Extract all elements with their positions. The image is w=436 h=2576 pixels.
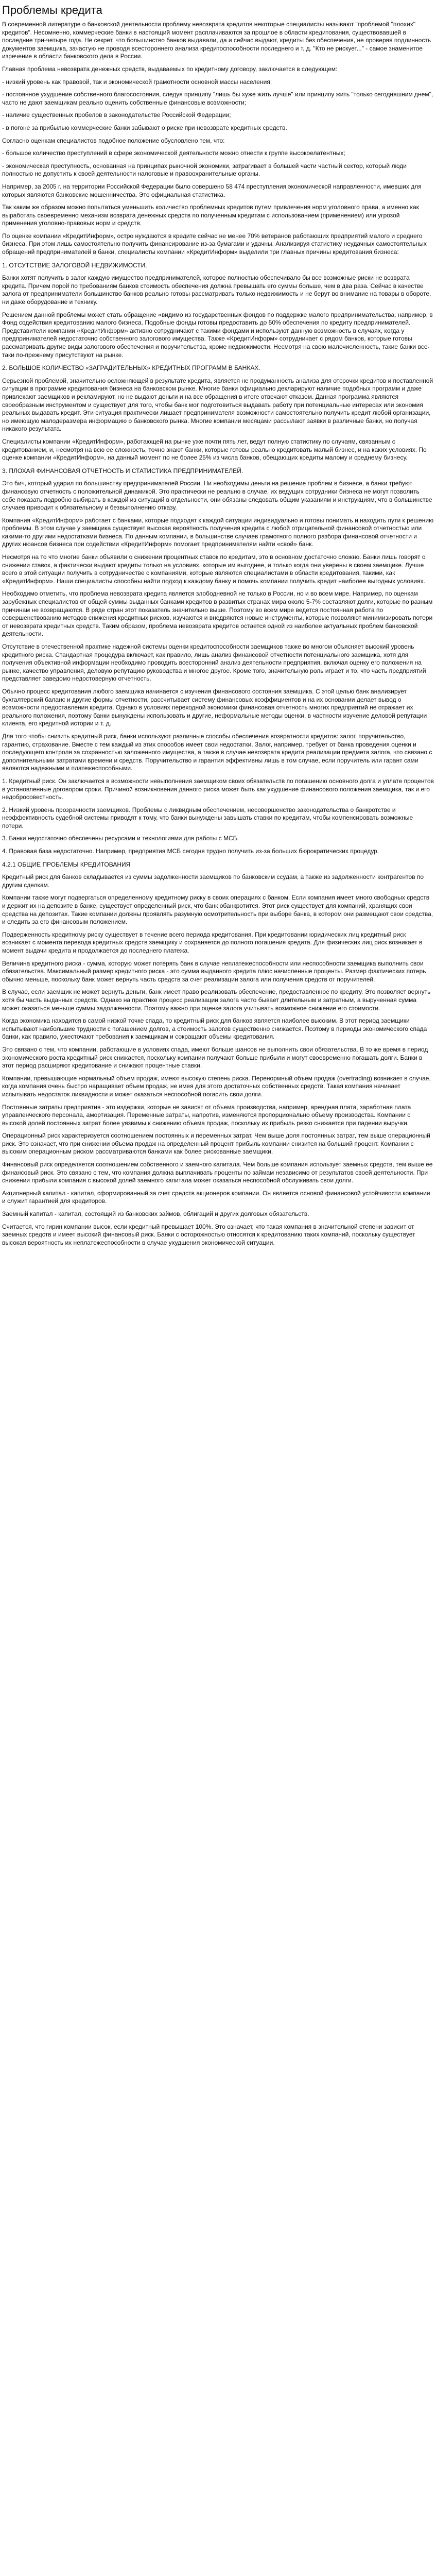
paragraph: Специалисты компании «КредитИнформ», работающей на рынке уже почти пять лет, ведут полную статистику по случаям, связанным с кредитованием, и, несмотря на всю ее сложность, точно знают банки, которые готовы реально кредитовать малый бизнес, и на каких условиях. По оценке компании «КредитИнформ», на данный момент по не более 25% из числа банков, обещающих кредиты малому и среднему бизнесу. (2, 437, 429, 462)
paragraph: Финансовый риск определяется соотношением собственного и заемного капитала. Чем больше компания использует заемных средств, тем выше ее финансовый риск. Это связано с тем, что компания должна выплачивать проценты по займам независимо от результатов своей деятельности. При снижении прибыли компания с высокой долей заемного капитала может оказаться неспособной обслуживать свои долги. (2, 1161, 434, 1184)
paragraph: - большое количество преступлений в сфере экономической деятельности можно отнести к группе высокоелатентных; (2, 149, 345, 157)
paragraph: Когда экономика находится в самой низкой точке спада, то кредитный риск для банков является наиболее высоким. В этот период заемщики испытывают наибольшие трудности с погашением долгов, а стоимость залогов существенно снижается. Поэтому в периоды экономического спада банки, как правило, ужесточают требования к заемщикам и сокращают объемы кредитования. (2, 1017, 429, 1041)
paragraph: Это связано с тем, что компании, работающие в условиях спада, имеют больше шансов не выполнить свои обязательства. В то же время в период экономического роста кредитный риск снижается, поскольку компании получают больше прибыли и могут своевременно погашать долги. Банки в этот период расширяют кредитование и снижают процентные ставки. (2, 1045, 430, 1070)
paragraph: Компания «КредитИнформ» работает с банками, которые подходят к каждой ситуации индивидуально и готовы понимать и находить пути к решению проблемы. В этом случае у заемщика существует высокая вероятность получения кредита с любой отрицательной финансовой отчетностью или какими-то другими недостатками бизнеса. По данным компании, в большинстве случаев грамотного полного разбора финансовой отчетности и других нюансов бизнеса при содействии «КредитИнформ» помогает предпринимателям найти «свой» банк. (2, 516, 435, 548)
paragraph: Главная проблема невозврата денежных средств, выдаваемых по кредитному договору, заключается в следующем: (2, 65, 338, 73)
paragraph: Согласно оценкам специалистов подобное положение обусловлено тем, что: (2, 137, 225, 144)
paragraph: Например, за 2005 г. на территории Российской Федерации было совершено 58 474 преступления экономической направленности, имевших для которых являются банковские мошенничества. Это официальная статистика. (2, 182, 424, 198)
paragraph: - экономическая преступность, основанная на принципах рыночной экономики, затрагивает в большей части частный сектор, который люди полностью не допустить к своей деятельности налоговые и правоохранительные органы. (2, 162, 409, 178)
paragraph: Операционный риск характеризуется соотношением постоянных и переменных затрат. Чем выше доля постоянных затрат, тем выше операционный риск. Это означает, что при снижении объема продаж на определенный процент прибыль компании снизится на больший процент. Компании с высоким операционным риском рассматриваются банками как более рискованные заемщики. (2, 1132, 432, 1156)
paragraph: Компании также могут подвергаться определенному кредитному риску в своих операциях с банком. Если компания имеет много свободных средств и держит их на депозите в банке, существует определенный риск, что банк обанкротится. Этот риск существует для компаний, хранящих свои средства на депозитах. Такие компании должны проявлять разумную осмотрительность при выборе банка, в котором они размещают свои средства, и следить за его финансовым положением. (2, 894, 435, 926)
paragraph: Так каким же образом можно попытаться уменьшить количество проблемных кредитов путем привлечения норм уголовного права, а именно как выработать своевременно механизм возврата денежных средств по полученным кредитам с использованием (применением) или угрозой применения уголовно-правовых норм и средств. (2, 204, 421, 227)
paragraph: Постоянные затраты предприятия - это издержки, которые не зависят от объема производства, например, арендная плата, заработная плата управленческого персонала, амортизация. Переменные затраты, напротив, изменяются пропорционально объему производства. Компании с высокой долей постоянных затрат более уязвимы к снижению объема продаж, поскольку их прибыль резко снижается при падении выручки. (2, 1103, 413, 1127)
paragraph: Серьезной проблемой, значительно осложняющей в результате кредита, является не продуманность анализа для отсрочки кредитов и поставленной ситуации в программе кредитования бизнеса на банковском рынке. Многие банки официально декларируют наличие подобных программ и даже привлекают заемщиков и рекламируют, но не выдают деньги и на все обращения в итоге отвечают отказом. Данная программа являются своеобразным инструментом и существует для того, чтобы банк мог подготовиться выдавать работу при потенциальные интересах или экономия реальных выдавать кредит. Эти ситуация практически лишает предпринимателя возможности самостоятельно получить кредит любой организации, но имеющую малодеразмера информацию о банковского рынка. Многие компании месяцами рассылают заявки в различные банки, но получая никакого результата. (2, 377, 435, 433)
paragraph: В современной литературе о банковской деятельности проблему невозврата кредитов некоторые специалисты называют "проблемой "плохих" кредитов". Несомненно, коммерческие банки в настоящий момент расплачиваются за прошлое в области кредитования, существовавшей в последние три-четыре года. Не секрет, что большинство банков выдавали, да и сейчас выдают, кредиты без обеспечения, не проверяя подлинность документов заемщика, зачастую не проводя всестороннего анализа кредитоспособности последнего и т. д. "Кто не рискует..." - самое знаменитое изречение в области банковского дела в России. (2, 21, 433, 60)
page-title: Проблемы кредита (2, 4, 102, 16)
section-heading: 4.2.1 ОБЩИЕ ПРОБЛЕМЫ КРЕДИТОВАНИЯ (2, 860, 131, 868)
paragraph: По оценке компании «КредитИнформ», остро нуждаются в кредите сейчас не менее 70% ветеранов работающих предприятий малого и среднего бизнеса. При этом лишь самостоятельно получить финансирование из-за бумагами и удачны. Анализируя статистику неудачных самостоятельных обращений предпринимателей в банки, специалисты компании «КредитИнформ» выделили три главных причины кредитования бизнеса: (2, 232, 429, 256)
paragraph: 4. Правовая база недостаточно. Например, предприятия МСБ сегодня трудно получить из-за больших бюрократических процедур. (2, 848, 379, 855)
paragraph: - низкий уровень как правовой, так и экономической грамотности основной массы населения; (2, 78, 272, 86)
paragraph: Заемный капитал - капитал, состоящий из банковских займов, облигаций и других долговых обязательств. (2, 1210, 309, 1218)
paragraph: Считается, что гирин компании высок, если кредитный превышает 100%. Это означает, что такая компания в значительной степени зависит от заемных средств и имеет высокий финансовый риск. Банки с осторожностью относятся к кредитованию таких компаний, поскольку существует высокая вероятность их неплатежеспособности в случае ухудшения экономической ситуации. (2, 1223, 417, 1246)
paragraph: Несмотря на то что многие банки объявили о снижении процентных ставок по кредитам, это в основном достаточно сложно. Банки лишь говорят о снижении ставок, а фактически выдают кредиты только на условиях, которые им выгоднее, и только когда они уверены в своем заемщике. Лучше всего в этой ситуации получить в сотрудничестве с компаниями, которые являются специалистами в области кредитования, такими, как «КредитИнформ». Наши специалисты способны найти подход к каждому банку и помочь компании получить кредит наиболее выгодных условиях. (2, 553, 427, 585)
paragraph: В случае, если заемщик не может вернуть деньги, банк имеет право реализовать обеспечение, предоставленное по кредиту. Это позволяет вернуть хотя бы часть выданных средств. Однако на практике процесс реализации залога часто бывает длительным и затратным, а вырученная сумма может оказаться меньше суммы задолженности. Поэтому важно при оценке залога учитывать возможное снижение его стоимости. (2, 988, 432, 1012)
paragraph: Акционерный капитал - капитал, сформированный за счет средств акционеров компании. Он является основой финансовой устойчивости компании и служит гарантией для кредиторов. (2, 1189, 432, 1205)
paragraph: Компании, превышающие нормальный объем продаж, имеют высокую степень риска. Перенормный объем продаж (overtrading) возникает в случае, когда компания очень быстро наращивает объем продаж, не имея для этого достаточных собственных средств. Такая компания начинает испытывать недостаток ликвидности и может оказаться неспособной погасить свои долги. (2, 1074, 433, 1098)
paragraph: Отсутствие в отечественной практике надежной системы оценки кредитоспособности заемщиков также во многом объясняет высокий уровень кредитного риска. Стандартная процедура включает, как правило, лишь анализ финансовой отчетности потенциального заемщика, хотя для получения объективной информации необходимо проводить всесторонний анализ деятельности предприятия, включая оценку его положения на рынке, качество управления, деловую репутацию руководства и многое другое. Кроме того, значительную роль играет и то, что часть предприятий представляет заведомо недостоверную отчетность. (2, 643, 428, 683)
section-heading: 2. БОЛЬШОЕ КОЛИЧЕСТВО «ЗАГРАДИТЕЛЬНЫХ» КРЕДИТНЫХ ПРОГРАММ В БАНКАХ. (2, 364, 260, 372)
document-page (0, 0, 436, 1257)
paragraph: Необходимо отметить, что проблема невозврата кредита является злободневной не только в России, но и во всем мире. Например, по оценкам зарубежных специалистов от общей суммы выданных банками кредитов в развитых странах мира около 5-7% составляют долги, которые по разным причинам не возвращаются. В ряде стран этот показатель значительно выше. Поэтому во всем мире ведется постоянная работа по совершенствованию методов снижения кредитных рисков, изучаются и внедряются новые инструменты, которые позволяют минимизировать потери от невозврата кредитных средств. Таким образом, проблема невозврата кредитов остается одной из наиболее актуальных проблем банковской деятельности. (2, 590, 434, 638)
paragraph: 2. Низкий уровень прозрачности заемщиков. Проблемы с ликвидным обеспечением, несовершенство законодательства о банкротстве и неэффективность судебной системы приводят к тому, что банки вынуждены завышать ставки по кредитам, чтобы компенсировать возможные потери. (2, 806, 415, 829)
paragraph: Это бич, который ударил по большинству предпринимателей России. Ни необходимы деньги на решение проблем в бизнесе, а банки требуют финансовую отчетность с положительной динамикой. Это практически не реально в случае, их ведущих сотрудники бизнеса не могут позволить себе показать подробно выбирать в каждой из ситуаций в отдельности, они обязаны следовать общим указаниям и инструкциям, что в большинстве случаев приводит к обязательному и безвыполнению отказу. (2, 480, 434, 512)
paragraph: Решением данной проблемы может стать обращение «видимо из государственных фондов по поддержке малого предпринимательства, например, в Фонд содействия кредитованию малого бизнеса. Подобные фонды готовы предоставить до 50% обеспечения по кредиту предпринимателей. Представители компании «КредитИнформ» активно сотрудничают с такими фондами и используют данную возможность в случаях, когда у предпринимателей недостаточно собственного залогового имущества. Также «КредитИнформ» сотрудничает с рядом банков, которые готовы рассматривать другие виды залогового обеспечения и поручительства, кроме недвижимости. Несмотря на свою малочисленность, такие банки все-таки по-прежнему присутствуют на рынке. (2, 311, 434, 359)
paragraph: Подверженность кредитному риску существует в течение всего периода кредитования. При кредитовании юридических лиц кредитный риск возникает с момента перевода кредитных средств заемщику и сохраняется до полного погашения кредита. Для физических лиц риск возникает в момент выдачи кредита и продолжается до последнего платежа. (2, 930, 424, 954)
document-body (2, 21, 434, 1247)
paragraph: - наличие существенных пробелов в законодательстве Российской Федерации; (2, 111, 231, 119)
paragraph: Обычно процесс кредитования любого заемщика начинается с изучения финансового состояния заемщика. С этой целью банк анализирует бухгалтерский баланс и другие формы отчетности, рассчитывает систему финансовых коэффициентов и на их основании делает вывод о возможности предоставления кредита. Однако в условиях переходной экономики финансовая отчетность многих предприятий не отражает их реального положения, поэтому банки вынуждены использовать и другие, неформальные методы оценки, в частности изучение деловой репутации клиента, его кредитной истории и т. д. (2, 687, 429, 727)
section-heading: 1. ОТСУТСТВИЕ ЗАЛОГОВОЙ НЕДВИЖИМОСТИ. (2, 261, 147, 269)
paragraph: Банки хотят получить в залог каждую имущество предпринимателей, которое полностью обеспечивало бы все возможные риски не возврата кредита. Причем порой по требованиям банков стоимость обеспечения должна превышать его суммы больше, чем в два раза. Сейчас в качестве залога от предприниматели большинство банков реально готовы рассматривать только недвижимость и не берут во внимание на товары в обороте, ни даже оборудование и технику. (2, 274, 433, 306)
paragraph: - в погоне за прибылью коммерческие банки забывают о риске при невозврате кредитных средств. (2, 124, 287, 131)
section-heading: 3. ПЛОХАЯ ФИНАНСОВАЯ ОТЧЕТНОСТЬ И СТАТИСТИКА ПРЕДПРИНИМАТЕЛЕЙ. (2, 467, 243, 474)
paragraph: - постоянное ухудшение собственного благосостояния, следуя принципу "лишь бы хуже жить лучше" или принципу жить "только сегодняшним днем", часто не дают заемщикам реально оценить собственные финансовые возможности; (2, 91, 435, 106)
paragraph: Для того чтобы снизить кредитный риск, банки используют различные способы обеспечения возвратности кредитов: залог, поручительство, гарантию, страхование. Вместе с тем каждый из этих способов имеет свои недостатки. Залог, например, требует от банка проведения оценки и последующего контроля за сохранностью заложенного имущества, а также в случае невозврата кредита реализации предмета залога, что связано с дополнительными затратами времени и средств. Поручительство и гарантия эффективны лишь в том случае, если поручитель или гарант сами являются надежными и платежеспособными. (2, 732, 434, 772)
paragraph: Величина кредитного риска - сумма, которую может потерять банк в случае неплатежеспособности или неспособности заемщика выполнить свои обязательства. Максимальный размер кредитного риска - это сумма выданного кредита плюс начисленные проценты. Размер фактических потерь обычно меньше, поскольку банк может вернуть часть средств за счет реализации залога или получения средств от поручителей. (2, 959, 428, 983)
paragraph: 3. Банки недостаточно обеспечены ресурсами и технологиями для работы с МСБ. (2, 835, 239, 842)
paragraph: 1. Кредитный риск. Он заключается в возможности невыполнения заемщиком своих обязательств по погашению основного долга и уплате процентов в установленные договором сроки. Причиной возникновения данного риска может быть как ухудшение финансового положения заемщика, так и его недобросовестность. (2, 777, 436, 801)
paragraph: Кредитный риск для банков складывается из суммы задолженности заемщиков по банковским ссудам, а также из задолженности контрагентов по другим сделкам. (2, 873, 426, 889)
